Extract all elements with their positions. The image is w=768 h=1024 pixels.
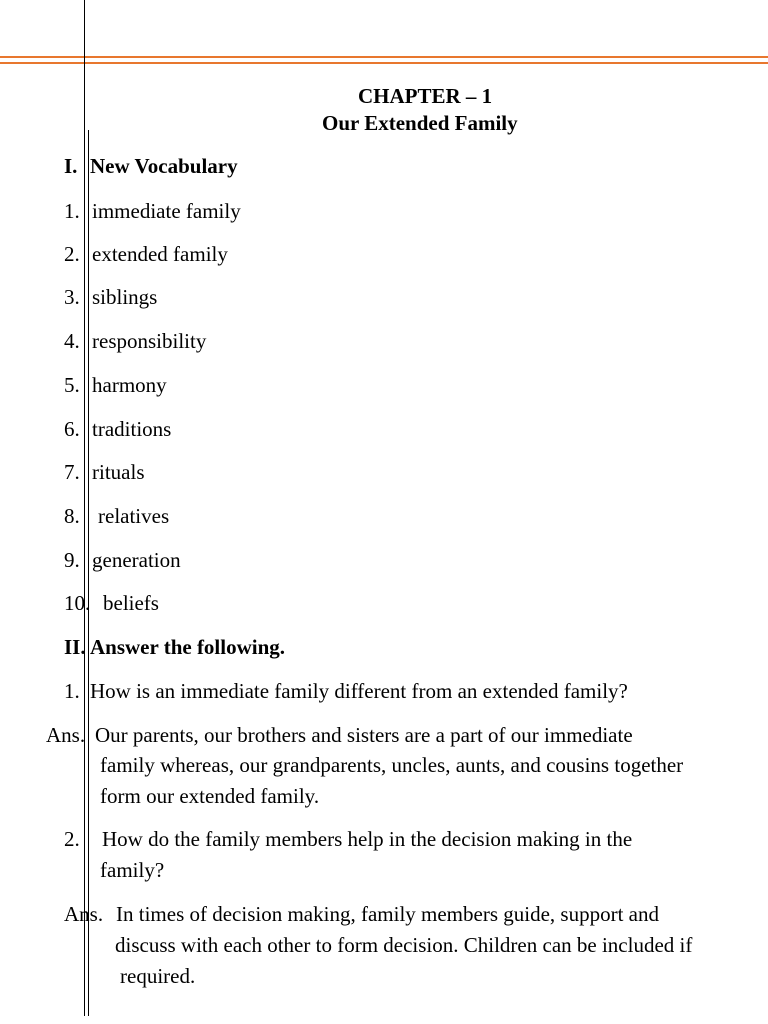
header-rule-top	[0, 56, 768, 58]
vocab-number: 6.	[64, 417, 80, 441]
answer-text-line: discuss with each other to form decision. Children can be included if	[115, 933, 693, 957]
vocab-item: harmony	[92, 373, 167, 397]
section-2-marker: II.	[64, 635, 86, 659]
vocab-number: 7.	[64, 460, 80, 484]
section-2-heading: Answer the following.	[90, 635, 286, 659]
vocab-item: responsibility	[92, 329, 207, 353]
question-number: 2.	[64, 827, 80, 851]
vocab-number: 1.	[64, 199, 80, 223]
header-rule-bottom	[0, 62, 768, 64]
vocab-number: 5.	[64, 373, 80, 397]
chapter-number: CHAPTER – 1	[358, 84, 493, 108]
vocab-number: 8.	[64, 504, 80, 528]
vocab-number: 4.	[64, 329, 80, 353]
answer-text-line: form our extended family.	[100, 784, 320, 808]
answer-label: Ans.	[64, 902, 104, 926]
vocab-item: siblings	[92, 285, 158, 309]
answer-text-line: family whereas, our grandparents, uncles, aunts, and cousins together	[100, 753, 684, 777]
vocab-item: immediate family	[92, 199, 241, 223]
answer-text-line: In times of decision making, family members guide, support and	[116, 902, 659, 926]
vocab-item: traditions	[92, 417, 172, 441]
question-text-line: family?	[100, 858, 165, 882]
margin-line	[84, 0, 85, 1016]
question-text: How is an immediate family different from an extended family?	[90, 679, 628, 703]
section-1-heading: New Vocabulary	[90, 154, 238, 178]
chapter-title: Our Extended Family	[322, 111, 518, 135]
vocab-item: beliefs	[103, 591, 159, 615]
answer-text-line: Our parents, our brothers and sisters are a part of our immediate	[95, 723, 633, 747]
question-text-line: How do the family members help in the decision making in the	[102, 827, 633, 851]
question-number: 1.	[64, 679, 80, 703]
vocab-number: 3.	[64, 285, 80, 309]
vocab-item: rituals	[92, 460, 145, 484]
vocab-item: extended family	[92, 242, 228, 266]
vocab-item: relatives	[98, 504, 170, 528]
answer-label: Ans.	[46, 723, 86, 747]
vocab-number: 9.	[64, 548, 80, 572]
vocab-item: generation	[92, 548, 181, 572]
vocab-number: 10.	[64, 591, 91, 615]
vocab-number: 2.	[64, 242, 80, 266]
margin-line-inner	[88, 130, 89, 1016]
section-1-marker: I.	[64, 154, 78, 178]
answer-text-line: required.	[120, 964, 196, 988]
